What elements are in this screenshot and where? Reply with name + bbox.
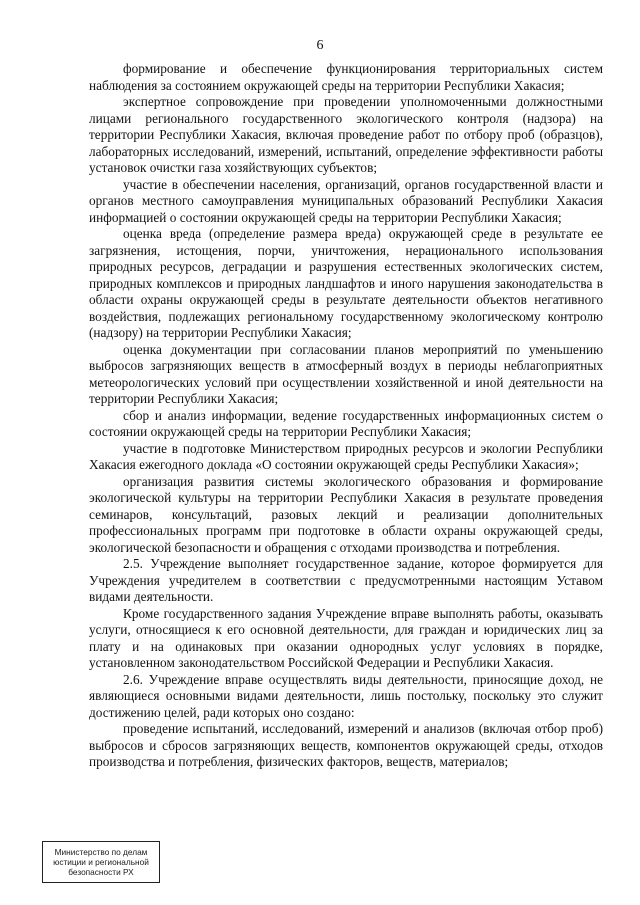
paragraph-expert-support: экспертное сопровождение при проведении уполномоченными должностными лицами регионального государственного экологического контроля (надзора) на территории Республики Хакасия, включая проведение работ по отбору проб (образцов), лабораторных исследований, измерений, испытаний, определение эффективности работы установок очистки газа хозяйствующих субъектов; <box>89 94 603 175</box>
paragraph-damage-assessment: оценка вреда (определение размера вреда) окружающей среде в результате ее загрязнения, истощения, порчи, уничтожения, нерационального использования природных ресурсов, деградации и разрушения естественных экологических систем, природных комплексов и природных ландшафтов и иного нарушения законодательства в области охраны окружающей среды в результате деятельности объектов негативного воздействия, подлежащих региональному государственному экологическому контролю (надзору) на территории Республики Хакасия; <box>89 226 603 340</box>
page-number: 6 <box>316 38 324 53</box>
stamp-line: безопасности РХ <box>68 867 134 877</box>
paragraph-information-provision: участие в обеспечении населения, организаций, органов государственной власти и органов местного самоуправления муниципальных образований Республики Хакасия информацией о состоянии окружающей среды на территории Республики Хакасия; <box>89 176 603 225</box>
paragraph-section-2-6: 2.6. Учреждение вправе осуществлять виды деятельности, приносящие доход, не являющиеся основными видами деятельности, лишь постольку, поскольку это служит достижению целей, ради которых оно создано: <box>89 671 603 720</box>
paragraph-information-collection: сбор и анализ информации, ведение государственных информационных систем о состоянии окружающей среды на территории Республики Хакасия; <box>89 407 603 439</box>
paragraph-ecological-education: организация развития системы экологического образования и формирование экологической культуры на территории Республики Хакасия в результате проведения семинаров, консультаций, разовых лекций и реализации дополнительных профессиональных программ при подготовке в области охраны окружающей среды, экологической безопасности и обращения с отходами производства и потребления. <box>89 473 603 555</box>
registration-stamp <box>42 841 160 883</box>
paragraph-annual-report: участие в подготовке Министерством природных ресурсов и экологии Республики Хакасия ежегодного доклада «О состоянии окружающей среды Республики Хакасия»; <box>89 440 603 472</box>
paragraph-documentation-assessment: оценка документации при согласовании планов мероприятий по уменьшению выбросов загрязняющих веществ в атмосферный воздух в периоды неблагоприятных метеорологических условий при осуществлении хозяйственной и иной деятельности на территории Республики Хакасия; <box>89 341 603 406</box>
paragraph-paid-services: Кроме государственного задания Учреждение вправе выполнять работы, оказывать услуги, относящиеся к его основной деятельности, для граждан и юридических лиц за плату и на одинаковых при оказании однородных услуг условиях в порядке, установленном законодательством Российской Федерации и Республики Хакасия. <box>89 605 603 670</box>
stamp-line: Министерство по делам <box>54 847 148 857</box>
paragraph-section-2-5: 2.5. Учреждение выполняет государственное задание, которое формируется для Учреждения учредителем в соответствии с предусмотренными настоящим Уставом видами деятельности. <box>89 556 603 604</box>
paragraph-testing-services: проведение испытаний, исследований, измерений и анализов (включая отбор проб) выбросов и сбросов загрязняющих веществ, компонентов окружающей среды, отходов производства и потребления, физических факторов, веществ, материалов; <box>89 721 603 769</box>
paragraph-territorial-monitoring: формирование и обеспечение функционирования территориальных систем наблюдения за состоянием окружающей среды на территории Республики Хакасия; <box>89 61 603 93</box>
document-body <box>89 61 603 771</box>
stamp-line: юстиции и региональной <box>53 857 149 867</box>
